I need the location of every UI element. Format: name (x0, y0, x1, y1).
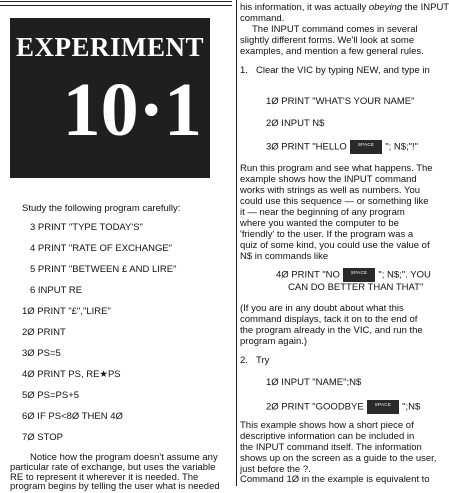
intro-text: Study the following program carefully: (22, 203, 181, 214)
code-line: 2Ø PRINT "GOODBYE SPACE ";N$ (266, 401, 421, 413)
program-line: 6Ø IF PS<8Ø THEN 4Ø (22, 411, 123, 422)
code-line: 1Ø INPUT "NAME";N$ (266, 377, 362, 388)
top-rule (0, 1, 232, 2)
body-line: command. (240, 13, 285, 24)
body-line: 'friendly' to the user. If the program was a (240, 229, 414, 240)
space-key-icon: SPACE (350, 140, 382, 154)
body-line: This example shows how a short piece of (240, 420, 414, 431)
program-line: 5 PRINT "BETWEEN £ AND LIRE" (30, 264, 177, 275)
paragraph-line: Notice how the program doesn't assume any (30, 452, 218, 463)
code-line: 3Ø PRINT "HELLO SPACE "; N$;"!" (266, 141, 419, 153)
body-line: works with strings as well as numbers. You (240, 185, 421, 196)
body-line: shows up on the screen as a guide to the user, (240, 453, 437, 464)
top-rule-2 (0, 5, 232, 6)
code-line: 2Ø INPUT N$ (266, 118, 325, 129)
program-line: 5Ø PS=PS+5 (22, 390, 80, 401)
program-line: 3Ø PS=5 (22, 348, 61, 359)
body-line: Command 1Ø in the example is equivalent to (240, 474, 430, 485)
code-line: 1Ø PRINT "WHAT'S YOUR NAME" (266, 96, 415, 107)
experiment-banner (10, 18, 210, 178)
list-text: Try (256, 355, 270, 366)
body-line: examples, and mention a few general rules. (240, 46, 424, 57)
body-line: just before the ?. (240, 464, 311, 475)
body-line: descriptive information can be included in (240, 431, 415, 442)
program-line: 7Ø STOP (22, 432, 64, 443)
body-line: it — near the beginning of any program (240, 207, 405, 218)
body-line: N$ in commands like (240, 251, 329, 262)
banner-title: EXPERIMENT (15, 32, 204, 62)
paragraph-line: particular rate of exchange, but uses the variable (10, 462, 216, 473)
program-line: 6 INPUT RE (30, 285, 83, 296)
paragraph-line: RE to represent it wherever it is needed. The (10, 472, 199, 483)
banner-number: 10·1 (62, 68, 202, 152)
body-line: his information, it was actually obeying the INPUT (240, 2, 449, 13)
program-line: 1Ø PRINT "£","LIRE" (22, 306, 111, 317)
space-key-icon: SPACE (367, 400, 399, 414)
body-line: quiz of some kind, you could use the value of (240, 240, 430, 251)
program-line: 3 PRINT "TYPE TODAY'S" (30, 222, 143, 233)
body-line: program again.) (240, 336, 308, 347)
program-line: 2Ø PRINT (22, 327, 66, 338)
body-line: example shows how the INPUT command (240, 174, 417, 185)
column-divider (236, 0, 237, 486)
body-line: where you wanted the computer to be (240, 218, 399, 229)
list-number: 1. (240, 65, 248, 76)
body-line: (If you are in any doubt about what this (240, 303, 404, 314)
space-key-icon: SPACE (343, 268, 375, 282)
list-text: Clear the VIC by typing NEW, and type in (256, 65, 430, 76)
body-line: command displays, tack it on to the end of (240, 314, 418, 325)
program-line: 4Ø PRINT PS, RE★PS (22, 369, 121, 380)
code-line: CAN DO BETTER THAN THAT" (288, 282, 424, 293)
body-line: the INPUT command itself. The information (240, 442, 422, 453)
list-number: 2. (240, 355, 248, 366)
paragraph-line: program begins by telling the user what is needed (10, 481, 220, 492)
code-line: 4Ø PRINT "NO SPACE "; N$;". YOU (276, 269, 431, 281)
body-line: slightly different forms. We'll look at some (240, 35, 415, 46)
body-line: the program already in the VIC, and run the (240, 325, 423, 336)
body-line: could use this sequence — or something like (240, 196, 429, 207)
body-line: The INPUT command comes in several (252, 24, 418, 35)
body-line: Run this program and see what happens. The (240, 163, 433, 174)
program-line: 4 PRINT "RATE OF EXCHANGE" (30, 243, 173, 254)
